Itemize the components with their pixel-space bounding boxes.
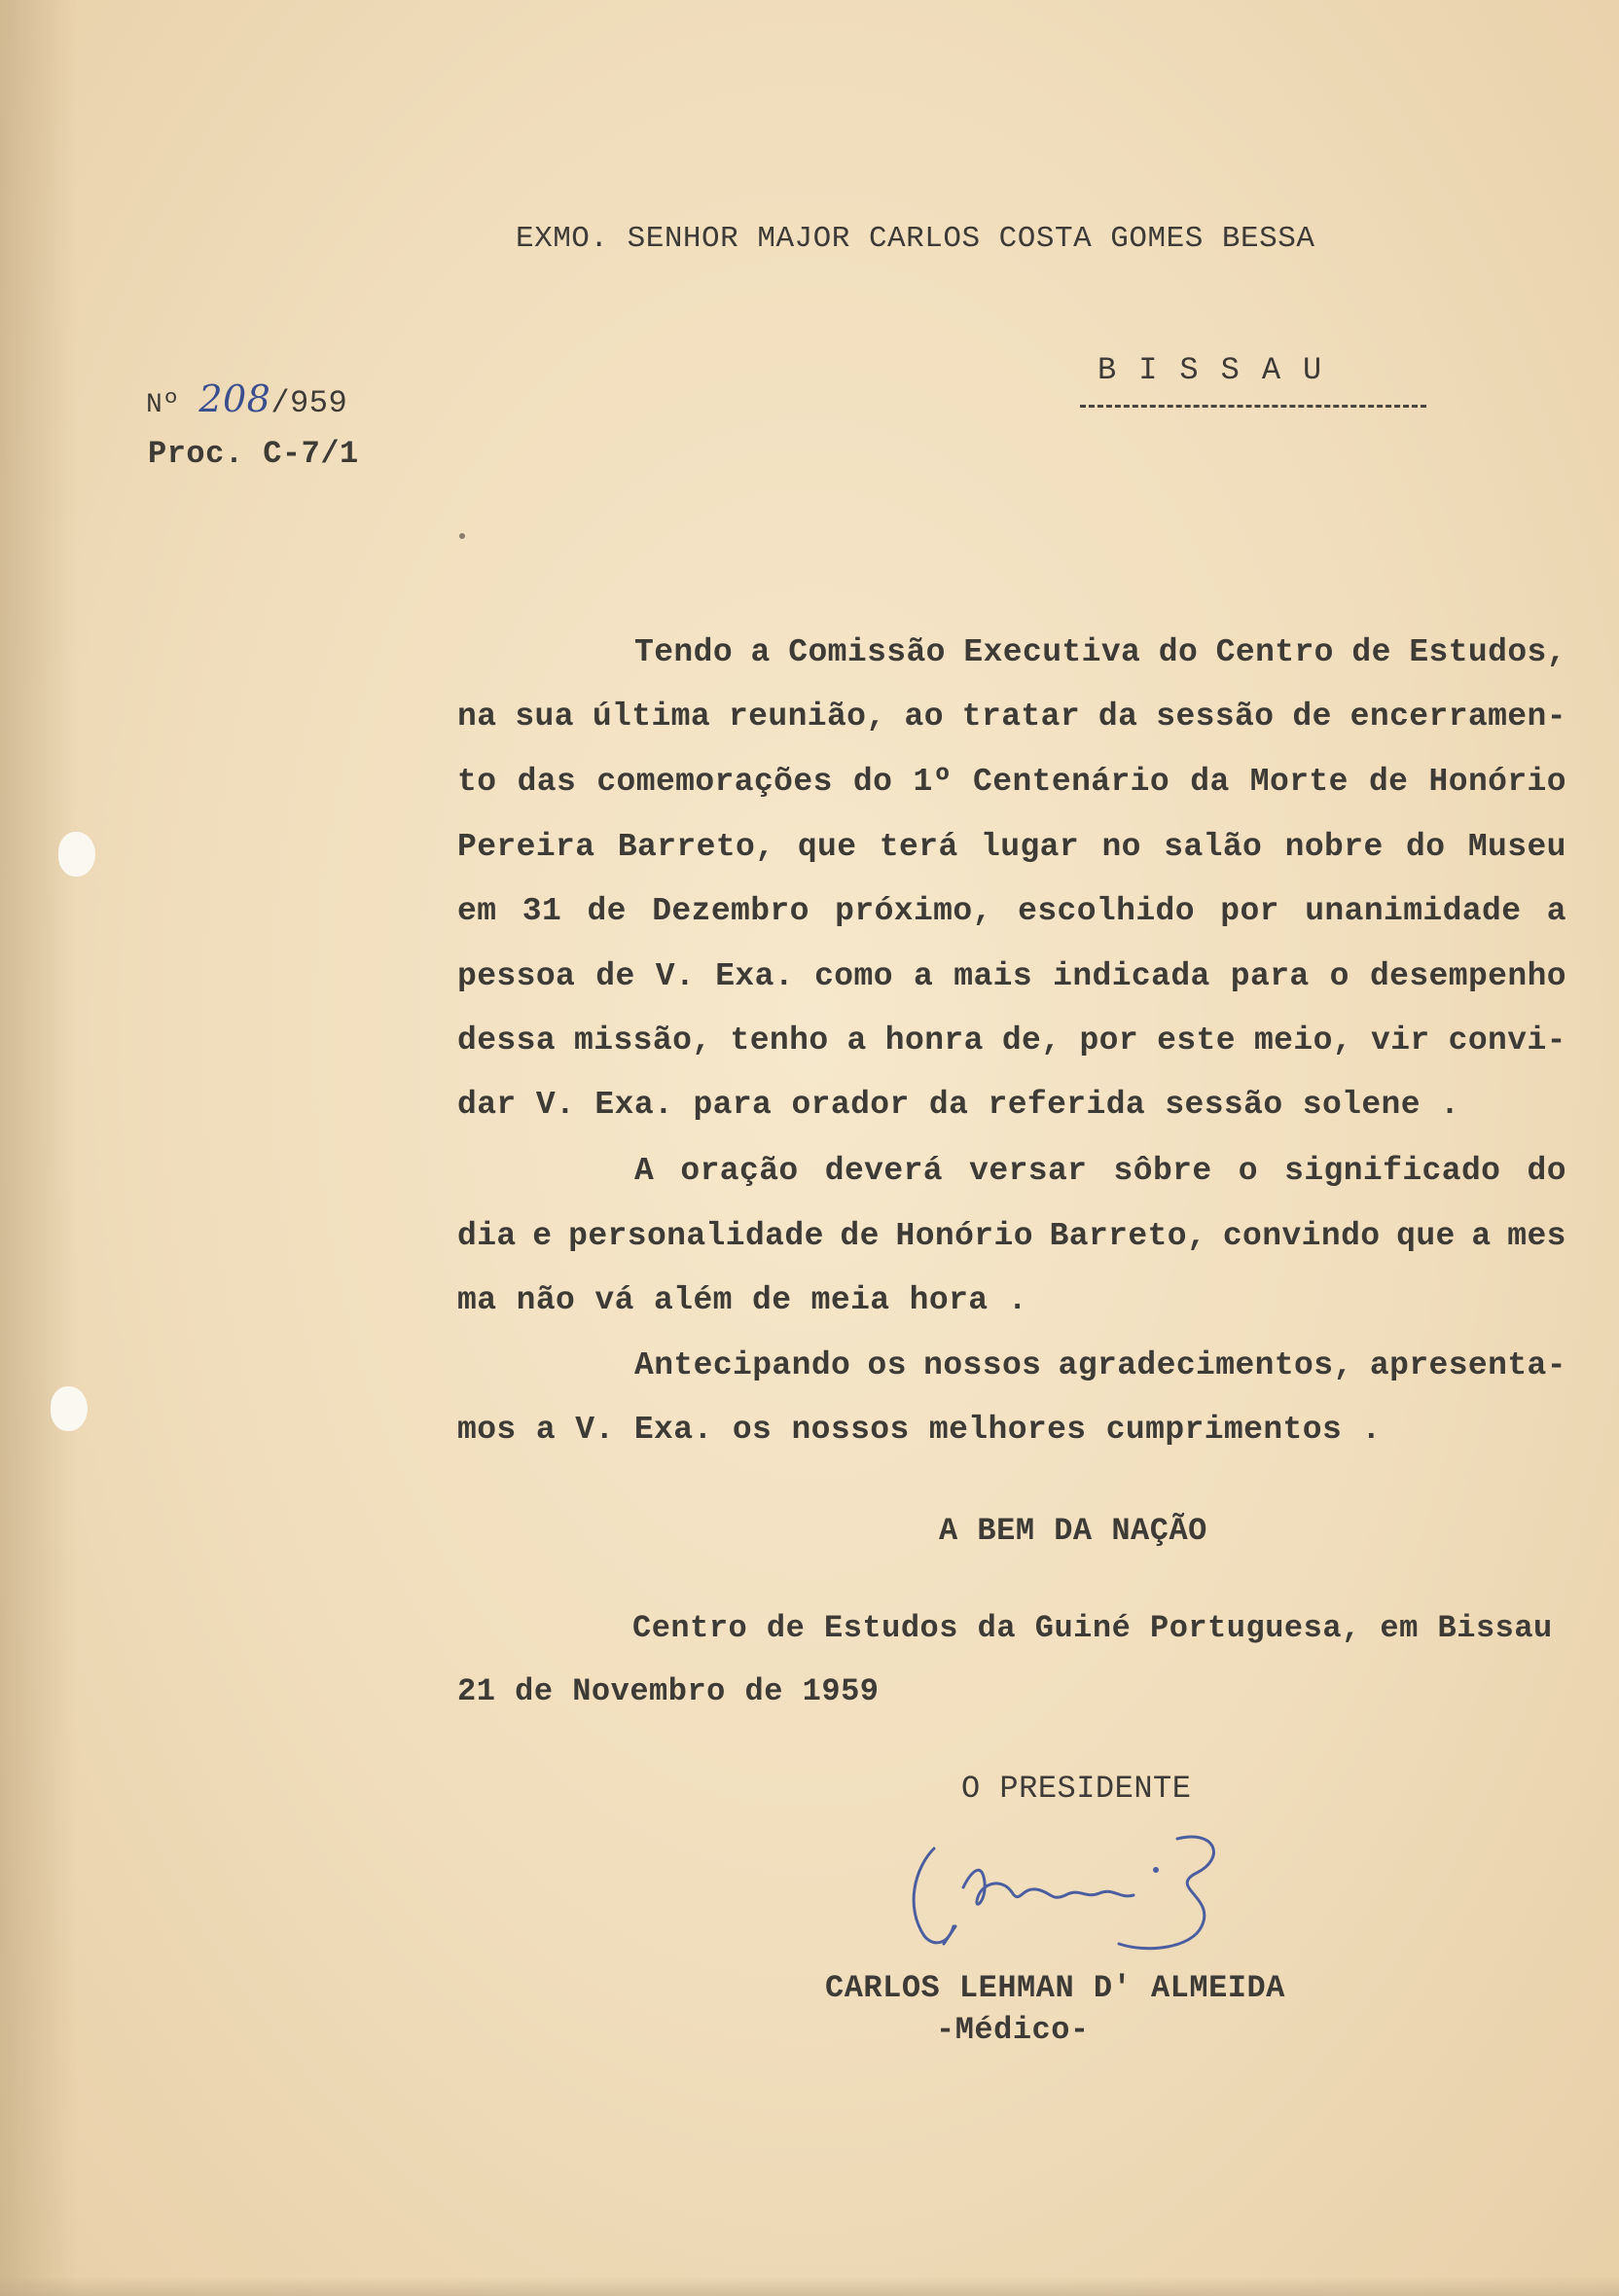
date-line: 21 de Novembro de 1959 <box>457 1673 880 1709</box>
body-line: dia e personalidade de Honório Barreto, convindo que a mes <box>457 1218 1566 1254</box>
handwritten-signature <box>905 1829 1275 1965</box>
body-line: Pereira Barreto, que terá lugar no salão nobre do Museu <box>457 829 1566 865</box>
body-line: ma não vá além de meia hora . <box>457 1282 1027 1318</box>
closing-salutation: A BEM DA NAÇÃO <box>939 1513 1207 1549</box>
punch-hole-upper <box>58 832 95 877</box>
body-line: dessa missão, tenho a honra de, por este meio, vir convi- <box>457 1022 1566 1058</box>
reference-number-year: /959 <box>270 385 348 421</box>
reference-number <box>146 377 347 421</box>
punch-hole-lower <box>51 1386 88 1431</box>
ink-speck <box>459 533 465 539</box>
body-line: A oração deverá versar sôbre o significado do <box>634 1153 1566 1189</box>
body-line: mos a V. Exa. os nossos melhores cumprimentos . <box>457 1412 1382 1448</box>
body-line: Tendo a Comissão Executiva do Centro de Estudos, <box>634 634 1566 670</box>
body-line: Antecipando os nossos agradecimentos, apresenta- <box>634 1347 1566 1383</box>
reference-number-handwritten: 208 <box>198 377 271 420</box>
process-reference: Proc. C-7/1 <box>148 436 359 472</box>
destination-city: BISSAU <box>1097 352 1345 388</box>
place-line: Centro de Estudos da Guiné Portuguesa, em Bissau <box>632 1610 1553 1646</box>
signer-role: -Médico- <box>936 2012 1090 2048</box>
signer-title: O PRESIDENTE <box>961 1771 1192 1807</box>
body-line: na sua última reunião, ao tratar da sessão de encerramen- <box>457 699 1566 735</box>
addressee-line: EXMO. SENHOR MAJOR CARLOS COSTA GOMES BESSA <box>516 222 1315 256</box>
page-bottom-edge <box>0 2277 1619 2296</box>
reference-number-prefix: Nº <box>146 390 180 420</box>
body-line: pessoa de V. Exa. como a mais indicada para o desempenho <box>457 958 1566 994</box>
signer-name: CARLOS LEHMAN D' ALMEIDA <box>825 1970 1285 2006</box>
body-line: dar V. Exa. para orador da referida sessão solene . <box>457 1087 1460 1123</box>
body-line: to das comemorações do 1º Centenário da Morte de Honório <box>457 764 1566 800</box>
body-line: em 31 de Dezembro próximo, escolhido por unanimidade a <box>457 893 1566 929</box>
city-underline <box>1080 405 1426 408</box>
page-edge-shadow <box>0 0 78 2296</box>
